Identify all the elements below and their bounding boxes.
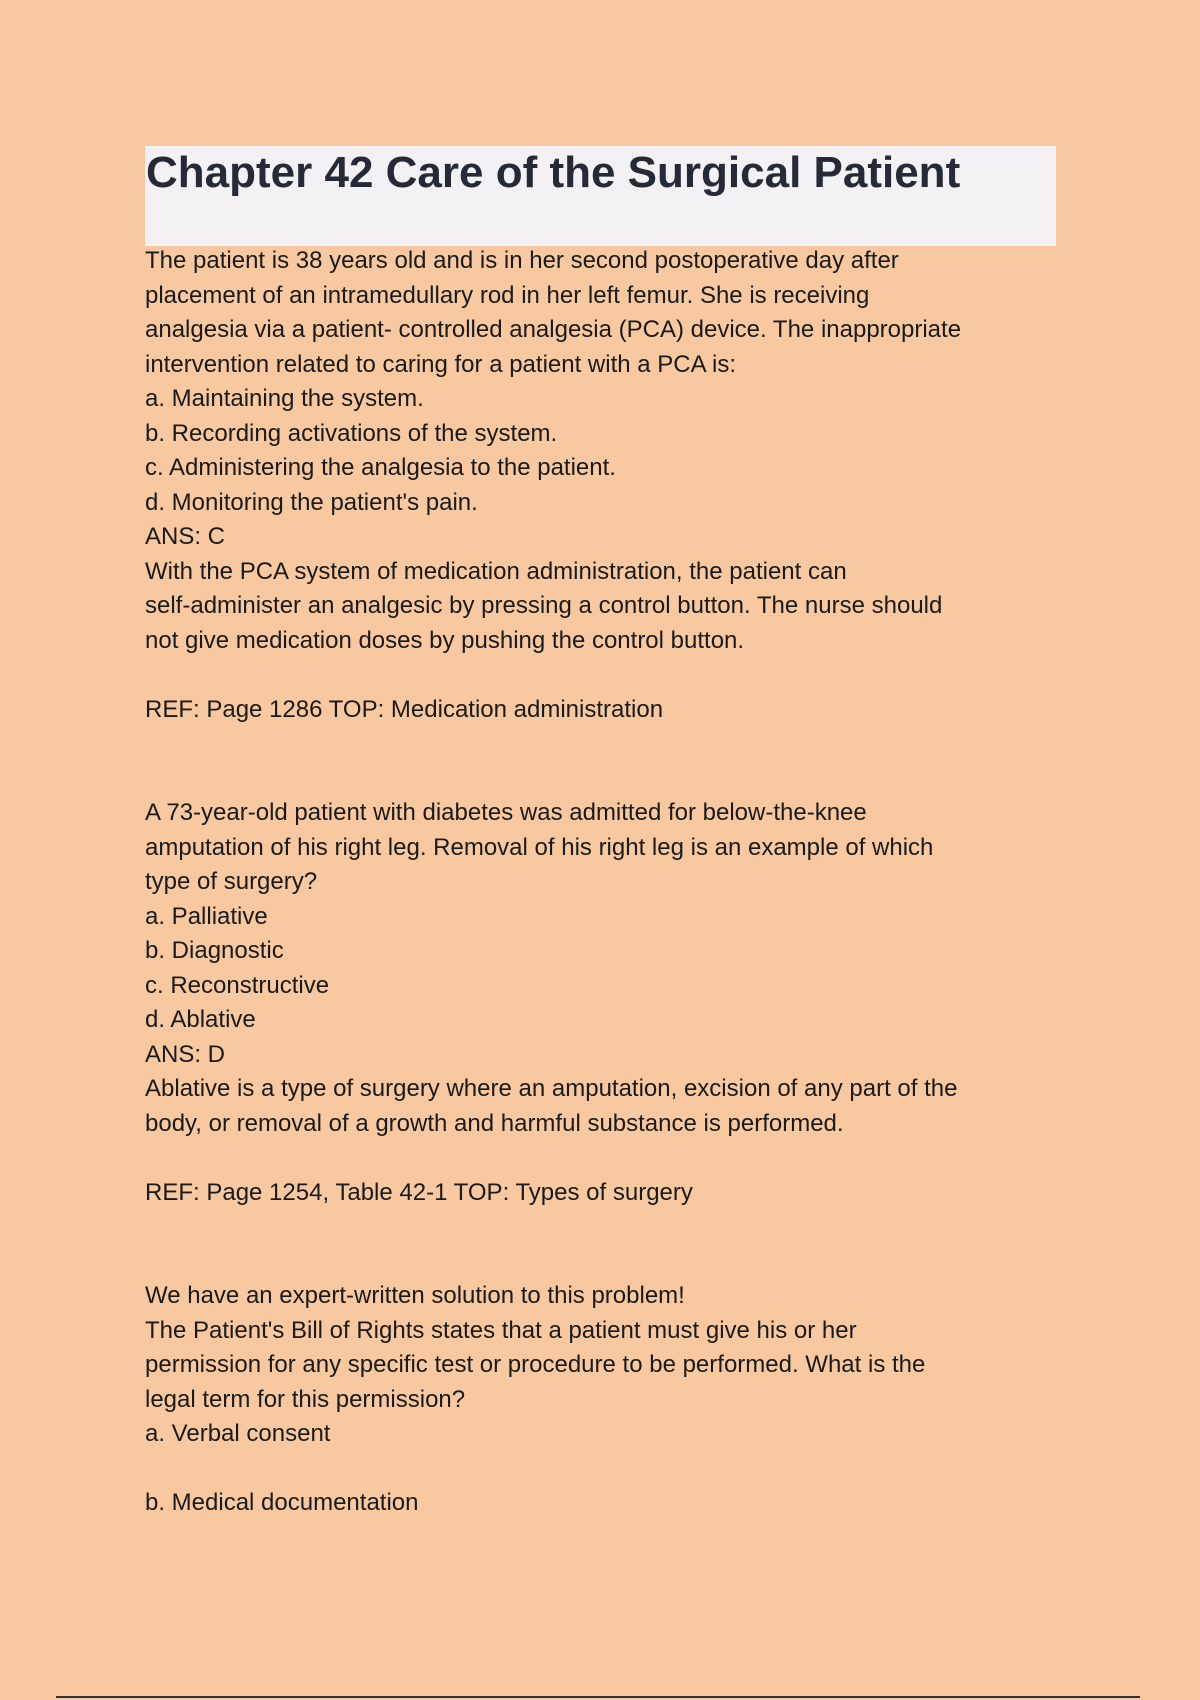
question-1-rationale-line: self-administer an analgesic by pressing a control button. The nurse should — [145, 592, 943, 619]
question-1-stem-line: The patient is 38 years old and is in her second postoperative day after — [145, 247, 899, 274]
question-2-stem-line: A 73-year-old patient with diabetes was admitted for below-the-knee — [145, 799, 867, 826]
question-2-rationale-line: Ablative is a type of surgery where an amputation, excision of any part of the — [145, 1075, 958, 1102]
question-1-option-c: c. Administering the analgesia to the patient. — [145, 454, 616, 481]
question-2-answer: ANS: D — [145, 1040, 226, 1068]
question-1-stem-line: placement of an intramedullary rod in her left femur. She is receiving — [145, 281, 870, 309]
page-title: Chapter 42 Care of the Surgical Patient — [146, 148, 961, 197]
question-2-stem-line: amputation of his right leg. Removal of his right leg is an example of which — [145, 833, 934, 861]
question-3-option-b: b. Medical documentation — [145, 1489, 419, 1516]
question-3-stem-line: legal term for this permission? — [145, 1385, 466, 1413]
spacer — [145, 727, 1065, 796]
question-3-option-a: a. Verbal consent — [145, 1420, 331, 1447]
question-3-intro: We have an expert-written solution to this problem! — [145, 1282, 685, 1309]
question-2-reference: REF: Page 1254, Table 42-1 TOP: Types of surgery — [145, 1178, 693, 1206]
question-1-option-a: a. Maintaining the system. — [145, 385, 424, 412]
question-1-reference: REF: Page 1286 TOP: Medication administration — [145, 695, 664, 723]
document-body — [145, 244, 1065, 1521]
question-1-stem-line: analgesia via a patient- controlled analgesia (PCA) device. The inappropriate — [145, 316, 962, 343]
title-box — [145, 146, 1056, 246]
footer-rule — [56, 1696, 1140, 1698]
question-2-rationale-line: body, or removal of a growth and harmful substance is performed. — [145, 1109, 844, 1137]
question-1-option-d: d. Monitoring the patient's pain. — [145, 488, 478, 516]
question-2-option-b: b. Diagnostic — [145, 937, 284, 964]
question-1-option-b: b. Recording activations of the system. — [145, 419, 558, 447]
question-1-answer: ANS: C — [145, 523, 226, 550]
question-1 — [145, 244, 1065, 727]
question-1-rationale-line: not give medication doses by pushing the control button. — [145, 626, 745, 654]
spacer — [145, 1210, 1065, 1279]
question-2-option-c: c. Reconstructive — [145, 971, 330, 999]
question-3-stem-line: The Patient's Bill of Rights states that a patient must give his or her — [145, 1316, 857, 1344]
question-1-stem-line: intervention related to caring for a patient with a PCA is: — [145, 350, 736, 378]
question-2 — [145, 796, 1065, 1210]
spacer — [145, 1452, 1065, 1487]
question-1-rationale-line: With the PCA system of medication administration, the patient can — [145, 557, 847, 585]
spacer — [145, 1141, 1065, 1176]
question-2-stem-line: type of surgery? — [145, 868, 318, 895]
question-2-option-d: d. Ablative — [145, 1006, 256, 1033]
question-3 — [145, 1279, 1065, 1521]
question-2-option-a: a. Palliative — [145, 902, 268, 930]
spacer — [145, 658, 1065, 693]
question-3-stem-line: permission for any specific test or procedure to be performed. What is the — [145, 1351, 926, 1378]
